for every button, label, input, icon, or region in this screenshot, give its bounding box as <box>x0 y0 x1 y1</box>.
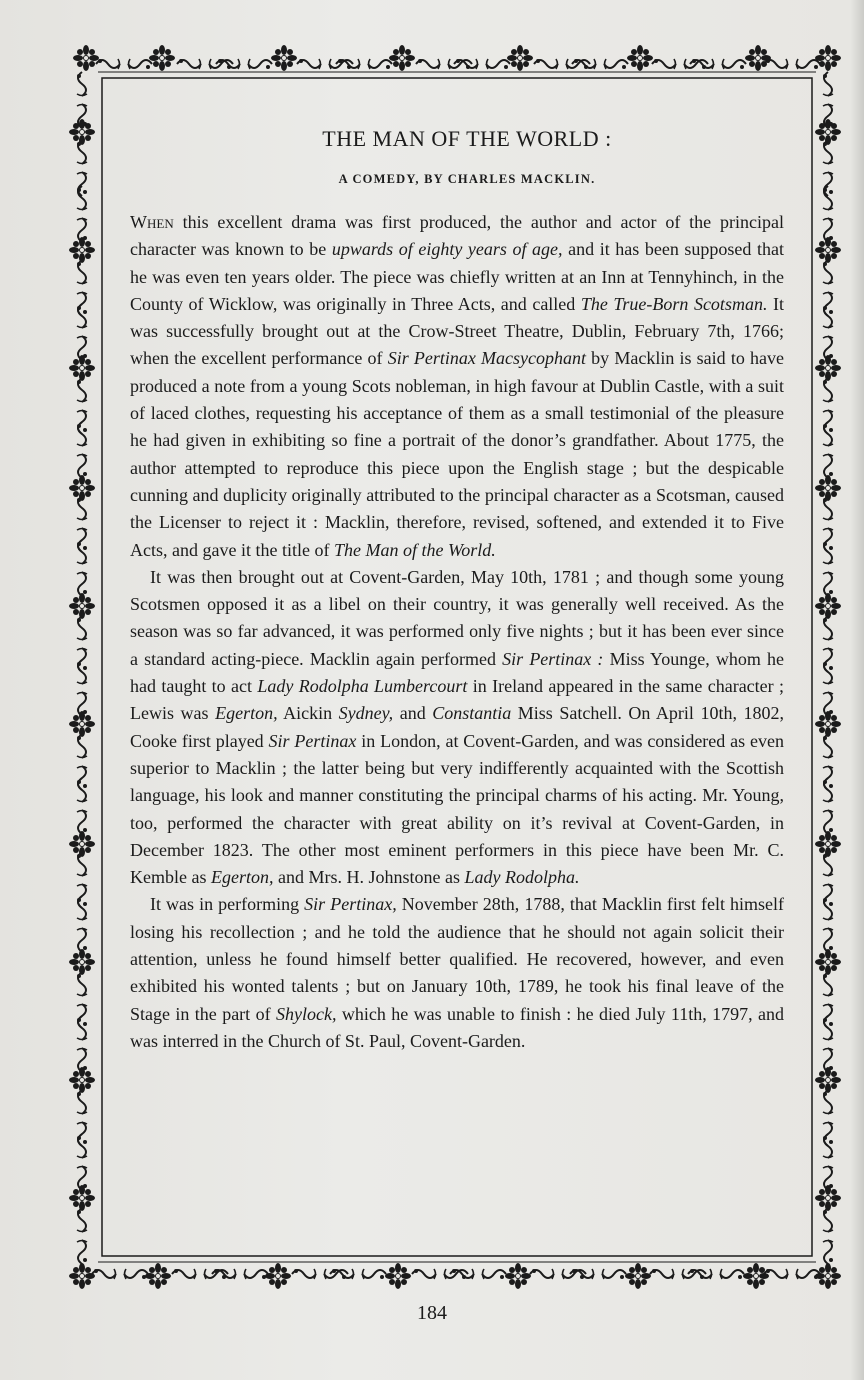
text-run: which he was unable to finish : he died July 11th, 1797, and was interred in the Church of St. Paul, Covent-Garden. <box>130 1003 785 1051</box>
page-title: THE MAN OF THE WORLD : <box>322 126 612 151</box>
italic-run: Sydney, <box>338 703 394 724</box>
italic-run: upwards of eighty years of age, <box>331 239 563 260</box>
italic-run: Egerton, <box>215 703 278 724</box>
text-run: Miss Younge, whom he had taught to act <box>130 648 785 697</box>
italic-run: The True-Born Scotsman. <box>580 293 768 314</box>
italic-run: Shylock, <box>276 1003 337 1024</box>
italic-run: Constantia <box>432 703 512 724</box>
text-run: and <box>393 703 433 724</box>
paragraph-1 <box>130 209 784 564</box>
italic-run: Sir Pertinax Macsycophant <box>387 348 587 369</box>
drop-word: When <box>130 212 174 232</box>
paragraph-3 <box>130 891 784 1055</box>
italic-run: The Man of the World. <box>333 539 496 560</box>
text-run: Aickin <box>277 703 339 724</box>
article-body <box>130 209 784 1055</box>
text-run: November 28th, 1788, that Macklin first felt himself losing his recollection ; and he told the audience that he should not again solicit their attention, unless he found himself better qualified. He recovered, however, and even exhibited his wonted talents ; but on January 10th, 1789, he took his final leave of the Stage in the part of <box>130 894 784 1024</box>
italic-run: Sir Pertinax, <box>304 894 397 915</box>
italic-run: Sir Pertinax : <box>502 648 604 669</box>
text-run: It was in performing <box>150 894 305 915</box>
paragraph-2 <box>130 564 784 892</box>
text-run: It was successfully brought out at the Crow-Street Theatre, Dublin, February 7th, 1766; when the excellent performance of <box>130 293 784 369</box>
top-ornament-band <box>73 45 841 71</box>
italic-run: Egerton, <box>210 867 274 888</box>
text-run: and it has been supposed that he was even ten years older. The piece was chiefly written at an Inn at Tennyhinch, in the County of Wicklow, was originally in Three Acts, and called <box>130 239 784 314</box>
bottom-ornament-band <box>69 1263 841 1289</box>
italic-run: Sir Pertinax <box>268 730 357 751</box>
text-run: in Ireland appeared in the same character ; Lewis was <box>130 676 784 724</box>
page-number: 184 <box>417 1302 447 1324</box>
right-ornament-band <box>815 72 841 1264</box>
page-content <box>130 126 784 1055</box>
italic-run: Lady Rodolpha Lumbercourt <box>257 676 468 697</box>
text-run: by Macklin is said to have produced a note from a young Scots nobleman, in high favour at Dublin Castle, with a suit of laced clothes, requesting his acceptance of them as a small testimonial of the pleasure he had given in exhibiting so fine a portrait of the donor’s grandfather. About 1775, the author attempted to reproduce this piece upon the English stage ; but the despicable cunning and duplicity originally attributed to the principal character as a Scotsman, caused the Licenser to reject it : Macklin, therefore, revised, softened, and extended it to Five Acts, and gave it the title of <box>130 348 784 560</box>
page-subtitle: A COMEDY, BY CHARLES MACKLIN. <box>338 172 596 186</box>
italic-run: Lady Rodolpha. <box>464 867 580 888</box>
text-run: Miss Satchell. On April 10th, 1802, Cooke first played <box>130 703 785 751</box>
text-run: and Mrs. H. Johnstone as <box>273 867 465 888</box>
text-run: this excellent drama was first produced, the author and actor of the principal character was known to be <box>130 212 784 260</box>
text-run: in London, at Covent-Garden, and was considered as even superior to Macklin ; the latter being but very indifferently acquainted with the Scottish language, his look and manner constituting the principal charms of his acting. Mr. Young, too, performed the character with great ability on it’s revival at Covent-Garden, in December 1823. The other most eminent performers in this piece have been Mr. C. Kemble as <box>130 730 784 888</box>
text-run: It was then brought out at Covent-Garden, May 10th, 1781 ; and though some young Scotsmen opposed it as a libel on their country, it was generally well received. As the season was so far advanced, it was performed only five nights ; but it has been ever since a standard acting-piece. Macklin again performed <box>130 566 784 669</box>
left-ornament-band <box>69 72 95 1264</box>
